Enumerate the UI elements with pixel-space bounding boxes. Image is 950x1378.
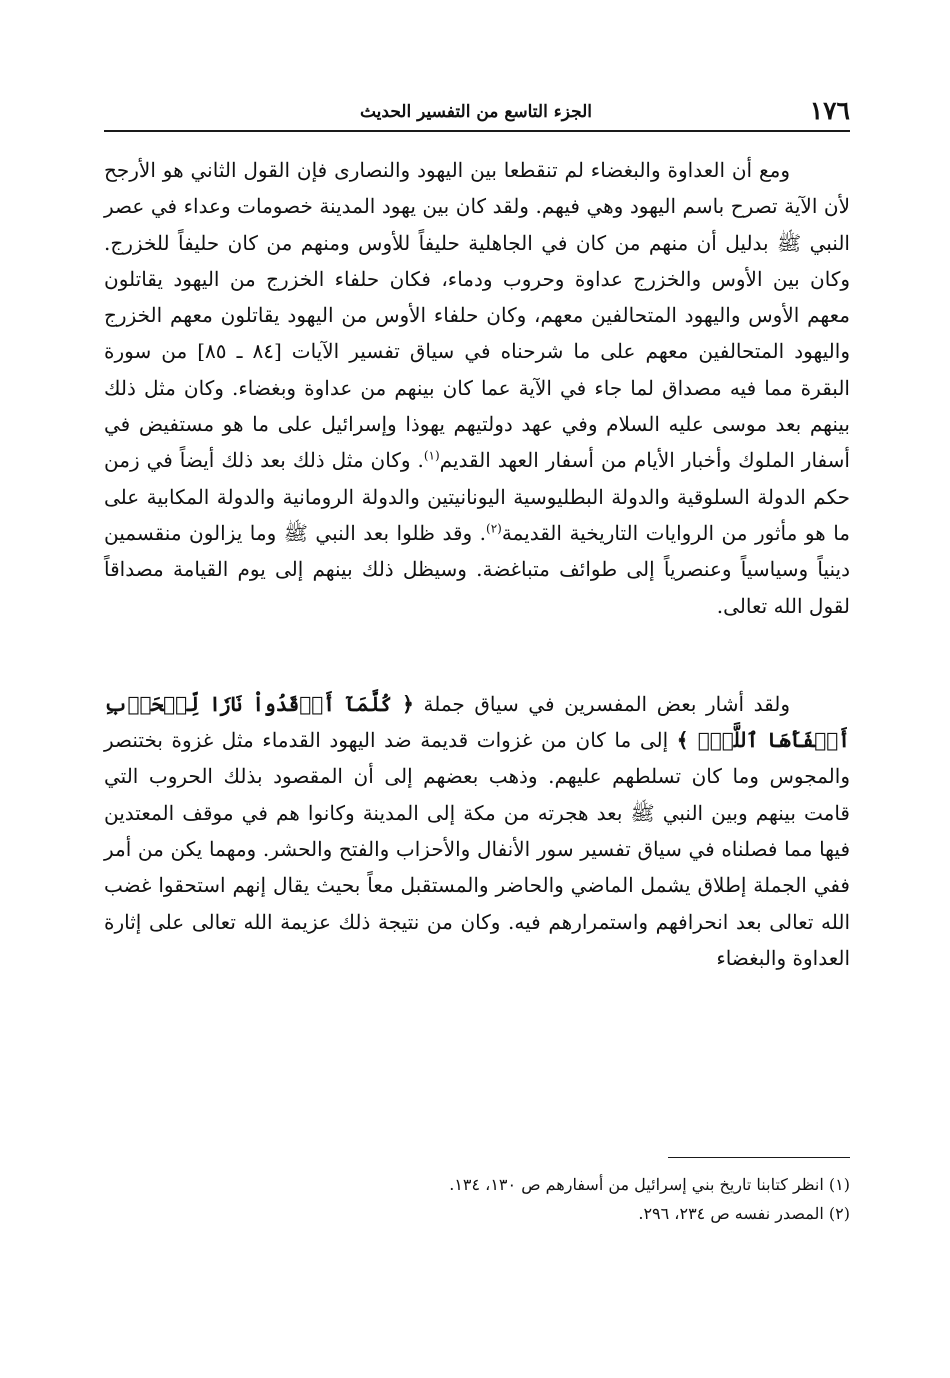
paragraph-2-text-a: ولقد أشار بعض المفسرين في سياق جملة: [423, 691, 790, 716]
paragraph-1-text-c: . وقد ظلوا بعد النبي ﷺ وما يزالون منقسمين دينياً وسياسياً وعنصرياً إلى طوائف متباغضة. وسيظل ذلك بينهم إلى يوم القيامة مصداقاً لقول الله تعالى.: [104, 520, 850, 618]
footnotes: [104, 1170, 850, 1228]
paragraph-1-text-b: . وكان مثل ذلك بعد ذلك أيضاً في زمن حكم الدولة السلوقية والدولة البطليوسية اليونانيتين والدولة الرومانية والدولة المكابية على ما هو مأثور من الروايات التاريخية القديمة: [104, 448, 850, 545]
main-text: [104, 152, 850, 976]
page-number: ١٧٦: [809, 96, 850, 125]
quran-verse: ﴿ كُلَّمَآ أَوۡقَدُواْ نَارٗا لِّلۡحَرۡبِ أَطۡفَأَهَا ٱللَّهُۚ ﴾: [104, 691, 851, 753]
running-header: [104, 96, 850, 132]
paragraph-spacer: [104, 624, 850, 686]
footnote-ref-2[interactable]: (٢): [486, 521, 502, 536]
book-title: الجزء التاسع من التفسير الحديث: [359, 102, 592, 122]
paragraph-1: [104, 152, 850, 624]
paragraph-2-text-b: إلى ما كان من غزوات قديمة ضد اليهود القدماء مثل غزوة بختنصر والمجوس وما كان تسلطهم عليهم. وذهب بعضهم إلى أن المقصود بذلك الحروب التي قامت بينهم وبين النبي ﷺ بعد هجرته من مكة إلى المدينة وكانوا هم في موقف المعتدين فيها مما فصلناه في سياق تفسير سور الأنفال والأحزاب والفتح والحشر. ومهما يكن من أمر ففي الجملة إطلاق يشمل الماضي والحاضر والمستقبل معاً بحيث يقال إنهم استحقوا غضب الله تعالى بعد انحرافهم واستمرارهم فيه. وكان من نتيجة ذلك عزيمة الله تعالى على إثارة العداوة والبغضاء: [104, 728, 850, 970]
paragraph-1-text-a: ومع أن العداوة والبغضاء لم تنقطعا بين اليهود والنصارى فإن القول الثاني هو الأرجح لأن الآية تصرح باسم اليهود وهي فيهم. ولقد كان بين يهود المدينة خصومات وعداء في عصر النبي ﷺ بدليل أن منهم من كان في الجاهلية حليفاً للأوس ومنهم من كان حليفاً للخزرج. وكان بين الأوس والخزرج عداوة وحروب ودماء، فكان حلفاء الخزرج من اليهود يقاتلون معهم الأوس واليهود المتحالفين معهم، وكان حلفاء الأوس من اليهود يقاتلون معهم الخزرج واليهود المتحالفين معهم على ما شرحناه في سياق تفسير الآيات [٨٤ ـ ٨٥] من سورة البقرة مما فيه مصداق لما جاء في الآية عما كان بينهم من عداوة وبغضاء. وكان مثل ذلك بينهم بعد موسى عليه السلام وفي عهد دولتيهم يهوذا وإسرائيل على ما هو مستفيض في أسفار الملوك وأخبار الأيام من أسفار العهد القديم: [104, 158, 850, 473]
footnote-1: (١) انظر كتابنا تاريخ بني إسرائيل من أسفارهم ص ١٣٠، ١٣٤.: [449, 1175, 850, 1194]
footnote-2: (٢) المصدر نفسه ص ٢٣٤، ٢٩٦.: [638, 1204, 850, 1223]
footnote-ref-1[interactable]: (١): [423, 448, 440, 463]
paragraph-2: [104, 686, 850, 976]
footnote-separator: [668, 1157, 850, 1158]
